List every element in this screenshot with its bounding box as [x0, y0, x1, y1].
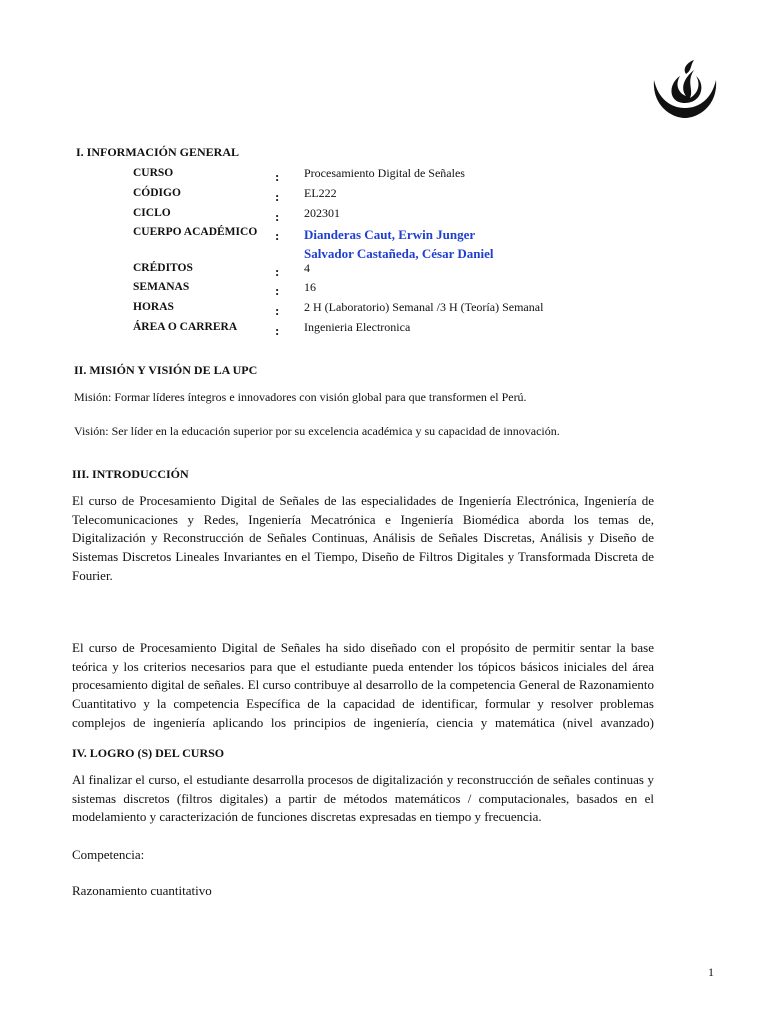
- info-label: CÓDIGO: [133, 187, 181, 199]
- general-info-table: [133, 166, 693, 340]
- info-value: 2 H (Laboratorio) Semanal /3 H (Teoría) Semanal: [304, 300, 544, 314]
- text-line: complejos de ingeniería aplicando los principios de ingeniería, ciencia y matemática (nivel avanzado): [72, 714, 654, 730]
- text-line: teórica y los criterios necesarios para que el estudiante pueda entender los tópicos básicos iniciales del área: [72, 658, 654, 674]
- logro-paragraph: [72, 771, 654, 827]
- page-number: 1: [708, 965, 714, 979]
- text-line: Telecomunicaciones y Redes, Ingeniería Mecatrónica e Ingeniería Biomédica aborda los temas de,: [72, 511, 654, 527]
- competencia-label: Competencia:: [72, 847, 145, 862]
- intro-paragraph-1: [72, 492, 654, 586]
- text-line: El curso de Procesamiento Digital de Señales de las especialidades de Ingeniería Electrónica, Ingeniería de: [72, 493, 654, 508]
- text-line: Cuantitativo y la competencia Específica de la capacidad de identificar, formular y resolver problemas: [72, 696, 654, 712]
- section-mision-vision-heading: II. MISIÓN Y VISIÓN DE LA UPC: [74, 363, 258, 377]
- info-colon: :: [275, 169, 280, 184]
- text-line: Al finalizar el curso, el estudiante desarrolla procesos de digitalización y reconstrucción de señales continuas y: [72, 772, 654, 787]
- info-label: SEMANAS: [133, 281, 190, 293]
- info-row-cuerpo-academico: [133, 225, 693, 262]
- info-value: Procesamiento Digital de Señales: [304, 166, 465, 180]
- faculty-name: Dianderas Caut, Erwin Junger: [304, 227, 476, 242]
- info-row-creditos: [133, 261, 693, 280]
- info-colon: :: [275, 283, 280, 298]
- mision-text: Misión: Formar líderes íntegros e innovadores con visión global para que transformen el Perú.: [74, 390, 527, 404]
- info-row-semanas: [133, 280, 693, 300]
- text-line: Digitalización y Reconstrucción de Señales Continuas, Análisis de Señales Discretas, Análisis y Diseño de: [72, 530, 654, 546]
- info-label: CRÉDITOS: [133, 262, 193, 274]
- text-line: El curso de Procesamiento Digital de Señales ha sido diseñado con el propósito de permitir sentar la base: [72, 640, 654, 655]
- info-label: ÁREA O CARRERA: [133, 321, 238, 333]
- info-label: HORAS: [133, 301, 174, 313]
- intro-paragraph-2: [72, 639, 654, 733]
- info-value: 4: [304, 261, 310, 275]
- section-general-heading: I. INFORMACIÓN GENERAL: [76, 145, 240, 159]
- info-value-faculty: [304, 225, 693, 263]
- info-colon: :: [275, 264, 280, 279]
- info-value: EL222: [304, 186, 337, 200]
- vision-text: Visión: Ser líder en la educación superior por su excelencia académica y su capacidad de innovación.: [74, 424, 560, 438]
- upc-logo-icon: [650, 58, 720, 120]
- info-colon: :: [275, 209, 280, 224]
- info-label: CICLO: [133, 207, 171, 219]
- info-label: CUERPO ACADÉMICO: [133, 226, 258, 238]
- text-line: Sistemas Discretos Lineales Invariantes en el Tiempo, Diseño de Filtros Digitales y Transformada Discreta de: [72, 549, 654, 565]
- info-colon: :: [275, 303, 280, 318]
- faculty-name: Salvador Castañeda, César Daniel: [304, 246, 494, 261]
- competencia-value: Razonamiento cuantitativo: [72, 883, 212, 898]
- section-intro-heading: III. INTRODUCCIÓN: [72, 467, 189, 481]
- text-line: modelamiento y caracterización de funciones discretas expresadas en tiempo y frecuencia.: [72, 809, 542, 825]
- info-colon: :: [275, 228, 280, 243]
- info-row-horas: [133, 300, 693, 320]
- info-value: Ingenieria Electronica: [304, 320, 411, 334]
- info-label: CURSO: [133, 167, 174, 179]
- text-line: Fourier.: [72, 567, 113, 583]
- info-colon: :: [275, 323, 280, 338]
- text-line: procesamiento digital de señales. El curso contribuye al desarrollo de la competencia General de Razonamiento: [72, 677, 654, 693]
- info-row-ciclo: [133, 206, 693, 226]
- info-row-curso: [133, 166, 693, 186]
- text-line: sistemas discretos (filtros digitales) a partir de métodos matemáticos / computacionales, basados en el: [72, 790, 654, 806]
- info-row-codigo: [133, 186, 693, 206]
- section-logro-heading: IV. LOGRO (S) DEL CURSO: [72, 746, 225, 760]
- info-colon: :: [275, 189, 280, 204]
- info-row-area: [133, 320, 693, 340]
- info-value: 202301: [304, 206, 340, 220]
- info-value: 16: [304, 280, 316, 294]
